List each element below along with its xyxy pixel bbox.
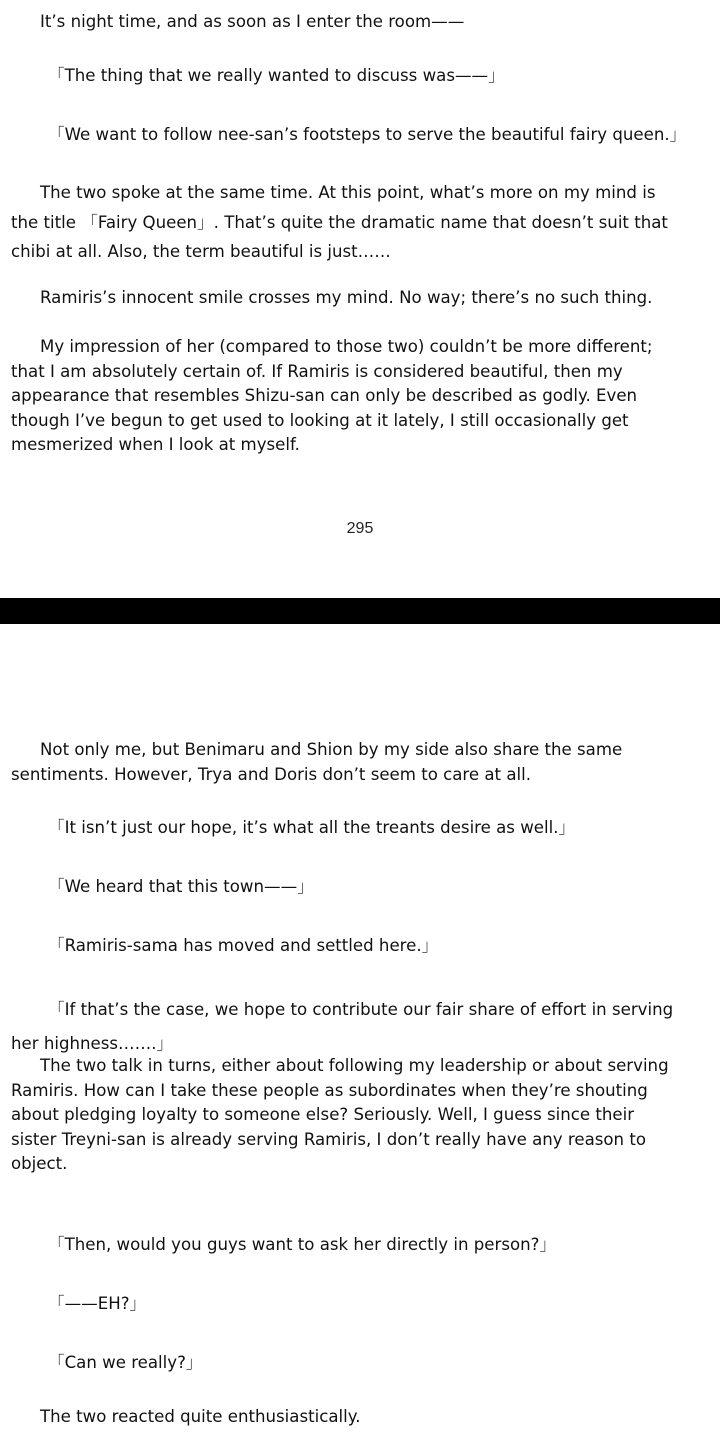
dialogue-line: 「We heard that this town——」 xyxy=(48,877,314,896)
paragraph: It’s night time, and as soon as I enter the room—— xyxy=(40,12,465,31)
dialogue-line: 「We want to follow nee-san’s footsteps to serve the beautiful fairy queen.」 xyxy=(48,125,687,144)
page-divider xyxy=(0,598,720,624)
dialogue-line: 「Then, would you guys want to ask her directly in person?」 xyxy=(48,1235,557,1254)
dialogue-line: 「Ramiris-sama has moved and settled here.」 xyxy=(48,936,439,955)
page-number: 295 xyxy=(346,520,374,537)
paragraph: The two talk in turns, either about following my leadership or about serving Ramiris. How can I take these people as subordinates when they’re shouting about pledging loyalty to someone else? Seriously. Well, I guess since their sister Treyni-san is already serving Ramiris, I don’t really have any reason to object. xyxy=(11,1056,669,1173)
paragraph: The two spoke at the same time. At this point, what’s more on my mind is the title 「Fairy Queen」. That’s quite the dramatic name that doesn’t suit that chibi at all. Also, the term beautiful is just…… xyxy=(11,183,668,261)
dialogue-line: 「Can we really?」 xyxy=(48,1353,203,1372)
paragraph: Not only me, but Benimaru and Shion by my side also share the same sentiments. However, Trya and Doris don’t seem to care at all. xyxy=(11,740,623,784)
dialogue-line: 「The thing that we really wanted to discuss was——」 xyxy=(48,66,505,85)
dialogue-line: 「——EH?」 xyxy=(48,1294,147,1313)
paragraph: The two reacted quite enthusiastically. xyxy=(40,1407,361,1426)
paragraph: My impression of her (compared to those two) couldn’t be more different; that I am absolutely certain of. If Ramiris is considered beautiful, then my appearance that resembles Shizu-san can only be described as godly. Even though I’ve begun to get used to looking at it lately, I still occasionally get mesmerized when I look at myself. xyxy=(11,337,653,454)
paragraph: Ramiris’s innocent smile crosses my mind. No way; there’s no such thing. xyxy=(40,288,653,307)
dialogue-line: 「If that’s the case, we hope to contribute our fair share of effort in serving her highness…….」 xyxy=(11,1000,674,1053)
dialogue-line: 「It isn’t just our hope, it’s what all the treants desire as well.」 xyxy=(48,818,576,837)
